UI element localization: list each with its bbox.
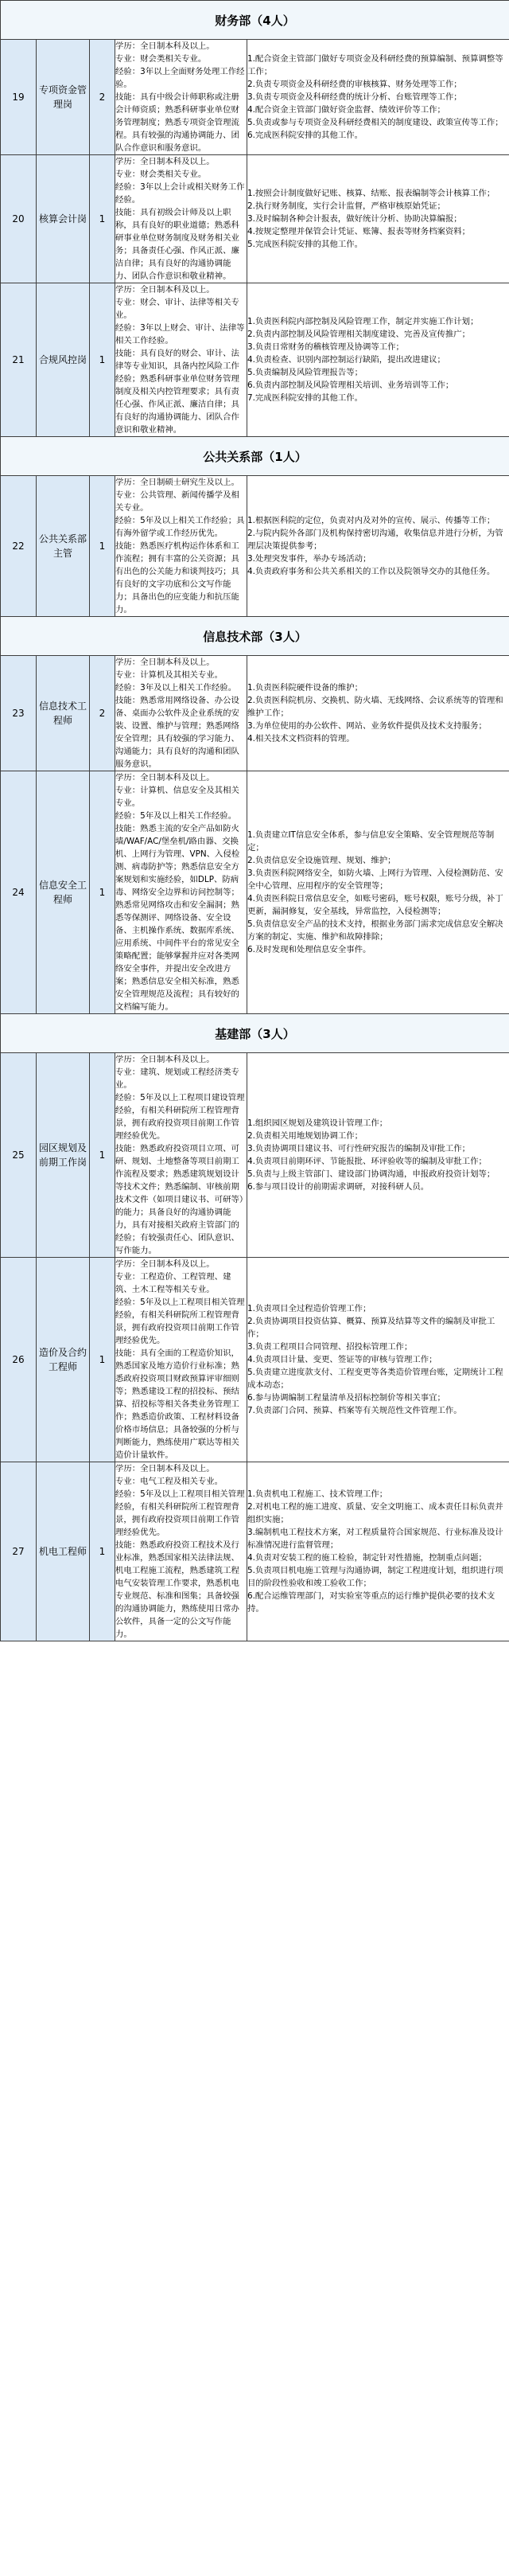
requirements-line: 专业：财会类相关专业。 — [115, 170, 207, 179]
requirements-line: 专业：计算机及其相关专业。 — [115, 670, 223, 680]
job-title: 核算会计岗 — [37, 155, 90, 283]
requirements-line: 专业：计算机、信息安全及其相关专业。 — [115, 786, 239, 808]
job-row — [1, 1258, 509, 1462]
requirements-line: 技能：具有全面的工程造价知识，熟悉国家及地方造价行业标准；熟悉政府投资项目财政预算评审细则等；熟悉建设工程的招投标、预结算、招投标等相关各类业务管理工作；熟悉造价政策、工程材料设备价格市场信息；具备较强的分析与判断能力，熟练使用广联达等相关造价计量软件。 — [115, 1348, 239, 1460]
requirements-line: 技能：熟悉政府投资工程技术及行业标准，熟悉国家相关法律法规、机电工程施工流程，熟悉建筑工程电气安装管理工作要求，熟悉机电专业规范、标准和图集；具备较强的沟通协调能力，熟练使用日常办公软件，具备一定的公文写作能力。 — [115, 1540, 239, 1639]
duties-line: 4.负责检查、识别内部控制运行缺陷，提出改进建议； — [247, 355, 445, 365]
duties-cell — [247, 1053, 509, 1258]
requirements-line: 技能：熟悉政府投资项目立项、可研、规划、土地整备等项目前期工作流程及要求；熟悉建筑规划设计等技术文件；熟悉编制、审核前期技术文件（如项目建议书、可研等）的能力；具备良好的沟通协调能力，具有对接相关政府主管部门的经验；有较强责任心、团队意识、写作能力。 — [115, 1144, 244, 1255]
requirements-line: 专业：财会、审计、法律等相关专业。 — [115, 298, 239, 320]
headcount: 1 — [90, 771, 115, 1014]
requirements-line: 技能：具有初级会计师及以上职称，具有良好的职业道德；熟悉科研事业单位财务制度及财务相关业务；具备责任心强、作风正派、廉洁自律；具有良好的沟通协调能力、团队合作意识和敬业精神。 — [115, 208, 239, 281]
duties-line: 5.负责信息安全产品的技术支持，根据业务部门需求完成信息安全解决方案的制定、实施、维护和故障排除； — [247, 919, 503, 942]
requirements-cell — [115, 476, 247, 617]
requirements-line: 技能：熟悉主流的安全产品如防火墙/WAF/AC/堡垒机/路由器、交换机、上网行为管理、VPN、入侵检测、病毒防护等；熟悉信息安全方案规划和实施经验，如DLP、防病毒、网络安全边界和访问控制等；熟悉常见网络攻击和安全漏洞；熟悉等保测评、网络设备、安全设备、主机操作系统、数据库系统、应用系统、中间件平台的常见安全策略配置；能够掌握并应对各类网络安全事件，并提出安全改进方案；熟悉信息安全相关标准，熟悉安全管理规范及流程；具有较好的文档编写能力。 — [115, 824, 240, 1012]
requirements-cell — [115, 155, 247, 283]
requirements-line: 学历：全日制本科及以上。 — [115, 1464, 215, 1473]
department-header-row — [1, 617, 509, 656]
duties-line: 4.负责项目前期环评、节能报批、环评验收等的编制及审批工作； — [247, 1157, 487, 1166]
duties-line: 2.负责协调项目投资估算、概算、预算及结算等文件的编制及审批工作； — [247, 1317, 495, 1339]
job-number: 26 — [1, 1258, 37, 1462]
duties-line: 1.配合资金主管部门做好专项资金及科研经费的预算编制、预算调整等工作； — [247, 54, 503, 76]
job-title: 公共关系部主管 — [37, 476, 90, 617]
duties-line: 1.负责建立IT信息安全体系，参与信息安全策略、安全管理规范等制定； — [247, 830, 495, 853]
department-header-row — [1, 1, 509, 40]
requirements-line: 学历：全日制本科及以上。 — [115, 285, 215, 295]
requirements-line: 技能：具有中级会计师职称或注册会计师资质；熟悉科研事业单位财务管理制度；熟悉专项资金管理流程。具有较强的沟通协调能力、团队合作意识和服务意识。 — [115, 92, 239, 153]
job-title: 合规风控岗 — [37, 283, 90, 437]
job-title: 园区规划及前期工作岗 — [37, 1053, 90, 1258]
job-number: 21 — [1, 283, 37, 437]
job-row — [1, 40, 509, 155]
duties-line: 1.负责医科院硬件设备的维护； — [247, 683, 363, 693]
requirements-line: 专业：建筑、规划或工程经济类专业。 — [115, 1067, 239, 1090]
requirements-line: 学历：全日制本科及以上。 — [115, 157, 215, 166]
duties-cell — [247, 771, 509, 1014]
duties-line: 2.负责医科院机房、交换机、防火墙、无线网络、会议系统等的管理和维护工作； — [247, 696, 503, 718]
duties-line: 2.与院内院外各部门及机构保持密切沟通，收集信息并进行分析，为管理层决策提供参考； — [247, 529, 503, 551]
requirements-line: 学历：全日制本科及以上。 — [115, 1259, 215, 1269]
headcount: 1 — [90, 1462, 115, 1641]
requirements-line: 专业：公共管理、新闻传播学及相关专业。 — [115, 490, 239, 513]
headcount: 2 — [90, 40, 115, 155]
requirements-line: 经验：5年及以上工程项目相关管理经验，有相关科研院所工程管理背景，拥有政府投资项目前期工作管理经验优先。 — [115, 1298, 245, 1345]
job-title: 信息技术工程师 — [37, 656, 90, 771]
duties-line: 3.负责工程项目合同管理、招投标管理工作； — [247, 1342, 413, 1352]
headcount: 1 — [90, 1053, 115, 1258]
duties-line: 1.按照会计制度做好记账、核算、结账、报表编制等会计核算工作； — [247, 189, 495, 198]
duties-line: 1.负责机电工程施工、技术管理工作； — [247, 1489, 388, 1499]
duties-line: 4.按规定整理并保管会计凭证、账簿、报表等财务档案资料； — [247, 227, 471, 236]
department-title: 基建部（3人） — [1, 1014, 509, 1053]
requirements-line: 技能：熟悉常用网络设备、办公设备、桌面办公软件及企业系统的安装、设置、维护与管理；熟悉网络安全管理；具有较强的学习能力、沟通能力；具有良好的沟通和团队服务意识。 — [115, 696, 239, 769]
duties-line: 1.负责项目全过程造价管理工作； — [247, 1304, 371, 1313]
headcount: 1 — [90, 155, 115, 283]
duties-line: 5.负责项目机电施工管理与沟通协调，制定工程进度计划，组织进行项目的阶段性验收和竣工验收工作； — [247, 1566, 503, 1588]
requirements-line: 学历：全日制本科及以上。 — [115, 773, 215, 783]
duties-line: 3.负责协调项目建议书、可行性研究报告的编制及审批工作； — [247, 1144, 471, 1153]
duties-line: 4.负责对安装工程的施工检验，制定针对性措施，控制重点问题； — [247, 1553, 487, 1563]
department-title: 信息技术部（3人） — [1, 617, 509, 656]
duties-line: 1.根据医科院的定位，负责对内及对外的宣传、展示、传播等工作； — [247, 516, 495, 525]
duties-line: 6.及时发现和处理信息安全事件。 — [247, 945, 371, 954]
requirements-line: 经验：3年以上全面财务处理工作经验。 — [115, 67, 245, 89]
duties-line: 2.负责相关用地规划协调工作； — [247, 1131, 363, 1141]
duties-line: 5.负责编制及风险管理报告等； — [247, 368, 363, 377]
duties-line: 1.组织园区规划及建筑设计管理工作； — [247, 1118, 388, 1128]
job-row — [1, 1462, 509, 1641]
duties-line: 2.对机电工程的施工进度、质量、安全文明施工、成本责任目标负责并组织实施； — [247, 1502, 503, 1524]
job-number: 24 — [1, 771, 37, 1014]
duties-line: 4.配合资金主管部门做好资金监督、绩效评价等工作； — [247, 105, 445, 115]
duties-line: 7.完成医科院安排的其他工作。 — [247, 393, 363, 403]
duties-line: 4.负责项目计量、变更、签证等的审核与管理工作； — [247, 1355, 437, 1364]
duties-line: 3.为单位使用的办公软件、网站、业务软件提供及技术支持服务； — [247, 721, 487, 731]
duties-line: 5.负责或参与专项资金及科研经费相关的制度建设、政策宣传等工作； — [247, 118, 503, 127]
job-number: 20 — [1, 155, 37, 283]
duties-line: 2.负责专项资金及科研经费的审核核算、财务处理等工作； — [247, 80, 462, 89]
duties-cell — [247, 283, 509, 437]
headcount: 2 — [90, 656, 115, 771]
job-number: 19 — [1, 40, 37, 155]
duties-line: 6.配合运维管理部门，对实验室等重点的运行维护提供必要的技术支持。 — [247, 1591, 495, 1614]
requirements-line: 技能：具有良好的财会、审计、法律等专业知识，具备内控风险工作经验；熟悉科研事业单位财务管理制度及相关内控管理要求；具有责任心强、作风正派、廉洁自律；具有良好的沟通协调能力、团队合作意识和敬业精神。 — [115, 349, 239, 435]
duties-cell — [247, 476, 509, 617]
headcount: 1 — [90, 1258, 115, 1462]
requirements-line: 经验：5年及以上相关工作经验；具有海外留学或工作经历优先。 — [115, 516, 245, 538]
duties-line: 3.及时编制各种会计报表，做好统计分析、协助决算编报； — [247, 214, 462, 224]
job-row — [1, 155, 509, 283]
job-row — [1, 656, 509, 771]
job-title: 专项资金管理岗 — [37, 40, 90, 155]
department-title: 公共关系部（1人） — [1, 437, 509, 476]
requirements-line: 经验：5年及以上工程项目相关管理经验，有相关科研院所工程管理背景，拥有政府投资项目前期工作管理经验优先。 — [115, 1489, 245, 1537]
requirements-line: 学历：全日制本科及以上。 — [115, 658, 215, 667]
job-number: 25 — [1, 1053, 37, 1258]
requirements-line: 学历：全日制本科及以上。 — [115, 41, 215, 51]
duties-line: 5.负责建立进度款支付、工程变更等各类造价管理台账，定期统计工程成本动态； — [247, 1368, 503, 1390]
requirements-cell — [115, 1053, 247, 1258]
duties-line: 3.负责日常财务的稽核管理及协调等工作； — [247, 342, 404, 352]
job-row — [1, 771, 509, 1014]
job-row — [1, 283, 509, 437]
requirements-line: 学历：全日制硕士研究生及以上。 — [115, 478, 239, 487]
duties-line: 3.编制机电工程技术方案，对工程质量符合国家规范、行业标准及设计标准情况进行监督管理； — [247, 1528, 503, 1550]
job-number: 23 — [1, 656, 37, 771]
job-row — [1, 1053, 509, 1258]
headcount: 1 — [90, 476, 115, 617]
duties-line: 3.负责医科院网络安全，如防火墙、上网行为管理、入侵检测防范、安全中心管理、应用程序的安全管理等； — [247, 868, 503, 891]
job-title: 机电工程师 — [37, 1462, 90, 1641]
duties-line: 6.参与项目设计的前期需求调研，对接科研人员。 — [247, 1182, 429, 1192]
requirements-line: 学历：全日制本科及以上。 — [115, 1055, 215, 1064]
requirements-line: 经验：3年及以上相关工作经验。 — [115, 683, 237, 693]
duties-line: 4.负责政府事务和公共关系相关的工作以及院领导交办的其他任务。 — [247, 567, 495, 576]
duties-cell — [247, 656, 509, 771]
department-header-row — [1, 437, 509, 476]
requirements-line: 技能：熟悉医疗机构运作体系和工作流程；拥有丰富的公关资源；具有出色的公关能力和谈判技巧；具有良好的文字功底和公文写作能力；具备出色的应变能力和抗压能力。 — [115, 541, 239, 615]
duties-line: 3.处理突发事件，举办专场活动； — [247, 554, 371, 564]
duties-cell — [247, 40, 509, 155]
headcount: 1 — [90, 283, 115, 437]
duties-line: 5.负责与上级主管部门、建设部门协调沟通，申报政府投资计划等； — [247, 1169, 495, 1179]
requirements-line: 经验：3年以上财会、审计、法律等相关工作经验。 — [115, 323, 245, 345]
duties-line: 6.参与协调编制工程量清单及招标控制价等相关事宜； — [247, 1393, 445, 1403]
duties-line: 6.完成医科院安排的其他工作。 — [247, 131, 363, 140]
requirements-line: 专业：电气工程及相关专业。 — [115, 1477, 223, 1486]
duties-line: 1.负责医科院内部控制及风险管理工作，制定并实施工作计划； — [247, 317, 479, 326]
duties-line: 2.负责内部控制及风险管理相关制度建设、完善及宣传推广； — [247, 330, 471, 339]
requirements-line: 专业：财会类相关专业。 — [115, 54, 207, 64]
department-title: 财务部（4人） — [1, 1, 509, 40]
requirements-cell — [115, 1258, 247, 1462]
duties-line: 2.执行财务制度，实行会计监督，严格审核原始凭证； — [247, 201, 445, 211]
requirements-line: 经验：5年及以上相关工作经验。 — [115, 811, 237, 821]
requirements-line: 经验：5年及以上工程项目建设管理经验，有相关科研院所工程管理背景，拥有政府投资项目前期工作管理经验优先。 — [115, 1093, 245, 1141]
duties-cell — [247, 1258, 509, 1462]
job-row — [1, 476, 509, 617]
duties-line: 2.负责信息安全设施管理、规划、维护； — [247, 856, 396, 865]
duties-cell — [247, 1462, 509, 1641]
requirements-cell — [115, 771, 247, 1014]
department-header-row — [1, 1014, 509, 1053]
job-number: 22 — [1, 476, 37, 617]
duties-line: 7.负责部门合同、预算、档案等有关规范性文件管理工作。 — [247, 1406, 462, 1415]
requirements-cell — [115, 656, 247, 771]
duties-line: 6.负责内部控制及风险管理相关培训、业务培训等工作； — [247, 381, 454, 390]
duties-line: 4.负责医科院日常信息安全，如账号密码，账号权限，账号分级，补丁更新，漏洞修复，安全基线，异常监控，入侵检测等； — [247, 894, 503, 916]
requirements-cell — [115, 40, 247, 155]
duties-line: 4.相关技术文档资料的管理。 — [247, 734, 355, 744]
requirements-cell — [115, 283, 247, 437]
duties-cell — [247, 155, 509, 283]
requirements-cell — [115, 1462, 247, 1641]
job-title: 造价及合约工程师 — [37, 1258, 90, 1462]
requirements-line: 经验：3年以上会计或相关财务工作经验。 — [115, 182, 245, 205]
duties-line: 5.完成医科院安排的其他工作。 — [247, 240, 363, 249]
requirements-line: 专业：工程造价、工程管理、建筑、土木工程等相关专业。 — [115, 1272, 231, 1294]
job-number: 27 — [1, 1462, 37, 1641]
duties-line: 3.负责专项资金及科研经费的统计分析、台账管理等工作； — [247, 92, 462, 102]
job-title: 信息安全工程师 — [37, 771, 90, 1014]
